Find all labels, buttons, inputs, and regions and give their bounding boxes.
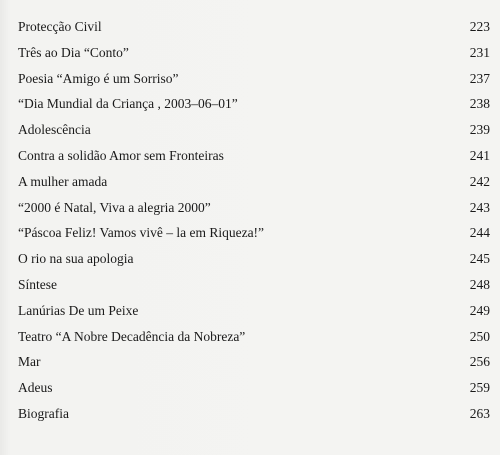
toc-entry-page-number: 259: [469, 380, 490, 396]
toc-entry-page-number: 243: [469, 199, 490, 215]
toc-entry-page-number: 256: [469, 354, 490, 370]
toc-entry: [18, 91, 490, 117]
toc-entry-title: Três ao Dia “Conto”: [18, 44, 129, 60]
toc-entry: [18, 401, 490, 427]
toc-entry-page-number: 223: [469, 19, 490, 34]
toc-entry: [18, 143, 490, 169]
toc-entry: [18, 40, 490, 66]
toc-entry-title: Adolescência: [18, 122, 91, 138]
toc-entry-title: Biografia: [18, 405, 69, 421]
toc-entry: [18, 246, 490, 272]
toc-entry: [18, 14, 490, 40]
toc-entry-title: Poesia “Amigo é um Sorriso”: [18, 70, 179, 86]
toc-entry-page-number: 263: [469, 405, 490, 421]
toc-entry-title: Protecção Civil: [18, 19, 102, 34]
toc-entry-page-number: 231: [469, 44, 490, 60]
toc-entry-page-number: 242: [469, 173, 490, 189]
toc-entry: [18, 66, 490, 92]
toc-entry: [18, 169, 490, 195]
toc-entry-title: “2000 é Natal, Viva a alegria 2000”: [18, 199, 211, 215]
toc-entry-title: Teatro “A Nobre Decadência da Nobreza”: [18, 328, 246, 344]
toc-entry-title: Contra a solidão Amor sem Fronteiras: [18, 147, 224, 163]
toc-entry-page-number: 245: [469, 251, 490, 267]
toc-entry-title: Lanúrias De um Peixe: [18, 302, 139, 318]
toc-entry-title: Mar: [18, 354, 41, 370]
toc-entry: [18, 220, 490, 246]
toc-entry-page-number: 248: [469, 276, 490, 292]
toc-entry-title: O rio na sua apologia: [18, 251, 134, 267]
toc-entry-title: “Páscoa Feliz! Vamos vivê – la em Riqueza!”: [18, 225, 265, 241]
toc-entry-title: Síntese: [18, 276, 57, 292]
toc-entry: [18, 117, 490, 143]
toc-entry: [18, 324, 490, 350]
toc-entry: [18, 298, 490, 324]
toc-entry-title: A mulher amada: [18, 173, 108, 189]
toc-entry-page-number: 241: [469, 147, 490, 163]
toc-entry-page-number: 237: [469, 70, 490, 86]
toc-entry: [18, 272, 490, 298]
toc-entry-title: “Dia Mundial da Criança , 2003–06–01”: [18, 96, 238, 112]
toc-entry-page-number: 239: [469, 122, 490, 138]
table-of-contents: [18, 14, 490, 427]
toc-entry-title: Adeus: [18, 380, 53, 396]
toc-entry: [18, 349, 490, 375]
toc-entry-page-number: 249: [469, 302, 490, 318]
toc-entry-page-number: 238: [469, 96, 490, 112]
toc-entry-page-number: 250: [469, 328, 490, 344]
toc-entry: [18, 195, 490, 221]
toc-entry: [18, 375, 490, 401]
toc-entry-page-number: 244: [469, 225, 490, 241]
